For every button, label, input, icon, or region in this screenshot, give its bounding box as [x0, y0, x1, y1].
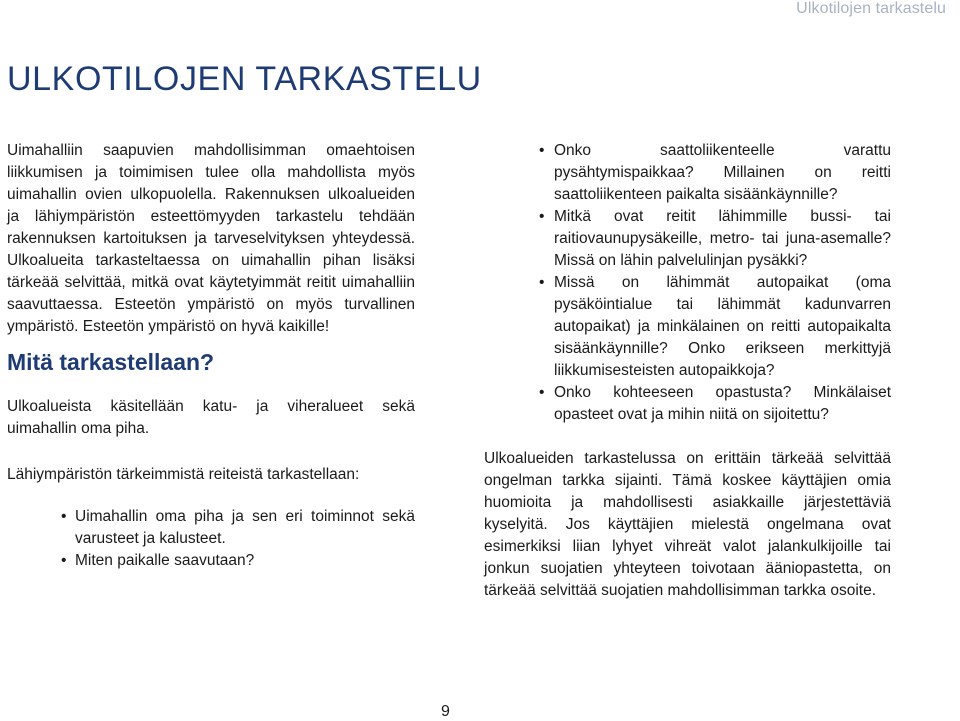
bullet-icon: • [61, 508, 67, 525]
bullet-icon: • [539, 208, 545, 225]
right-column [484, 140, 891, 602]
body-paragraph-1: Ulkoalueista käsitellään katu- ja viheralueet sekä uimahallin oma piha. [7, 398, 415, 437]
bullet-icon: • [539, 274, 545, 291]
left-column [7, 140, 415, 572]
running-header: Ulkotilojen tarkastelu [796, 0, 946, 17]
page-number: 9 [441, 703, 450, 720]
list-item: • Onko saattoliikenteelle varattu pysähtymispaikkaa? Millainen on reitti saattoliikenteen paikalta sisäänkäynnille? [539, 142, 891, 203]
intro-paragraph: Uimahalliin saapuvien mahdollisimman omaehtoisen liikkumisen ja toimimisen tulee olla mahdollista myös uimahallin ovien ulkopuolella. Rakennuksen ulkoalueiden ja lähiympäristön esteettömyyden tarkastelu tehdään rakennuksen kartoituksen ja tarveselvityksen yhteydessä. Ulkoalueita tarkasteltaessa on uimahallin pihan lisäksi tärkeää selvittää, mitkä ovat käytetyimmät reitit uimahalliin saavuttaessa. Esteetön ympäristö on myös turvallinen ympäristö. Esteetön ympäristö on hyvä kaikille! [7, 142, 415, 335]
question-list [484, 140, 891, 426]
list-item: • Onko kohteeseen opastusta? Minkälaiset opasteet ovat ja mihin niitä on sijoitettu? [539, 384, 891, 423]
list-item: • Missä on lähimmät autopaikat (oma pysäköintialue tai lähimmät kadunvarren autopaikat) ja minkälainen on reitti autopaikalta sisäänkäynnille? Onko erikseen merkittyjä liikkumisesteisten autopaikkoja? [539, 274, 891, 379]
body-paragraph-2: Lähiympäristön tärkeimmistä reiteistä tarkastellaan: [7, 466, 360, 483]
list-item: • Mitkä ovat reitit lähimmille bussi- tai raitiovaunupysäkeille, metro- tai juna-asemalle? Missä on lähin palvelulinjan pysäkki? [539, 208, 891, 269]
route-list [7, 506, 415, 572]
body-paragraph-3: Ulkoalueiden tarkastelussa on erittäin tärkeää selvittää ongelman tarkka sijainti. Tämä koskee käyttäjien omia huomioita ja mahdollisesti asiakkaille järjestettäviä kyselyitä. Jos käyttäjien mielestä ongelmana ovat esimerkiksi liian lyhyet vihreät valot jalankulkijoille tai jonkun suojatien yhteyteen toivotaan ääniopastetta, on tärkeää selvittää suojatien mahdollisimman tarkka osoite. [484, 450, 891, 599]
section-heading: Mitä tarkastellaan? [7, 349, 215, 375]
list-item: • Uimahallin oma piha ja sen eri toiminnot sekä varusteet ja kalusteet. [61, 508, 415, 547]
list-item: • Miten paikalle saavutaan? [75, 550, 415, 572]
page-title: ULKOTILOJEN TARKASTELU [7, 60, 482, 98]
bullet-icon: • [539, 384, 545, 401]
bullet-icon: • [539, 142, 545, 159]
bullet-icon: • [61, 552, 67, 569]
